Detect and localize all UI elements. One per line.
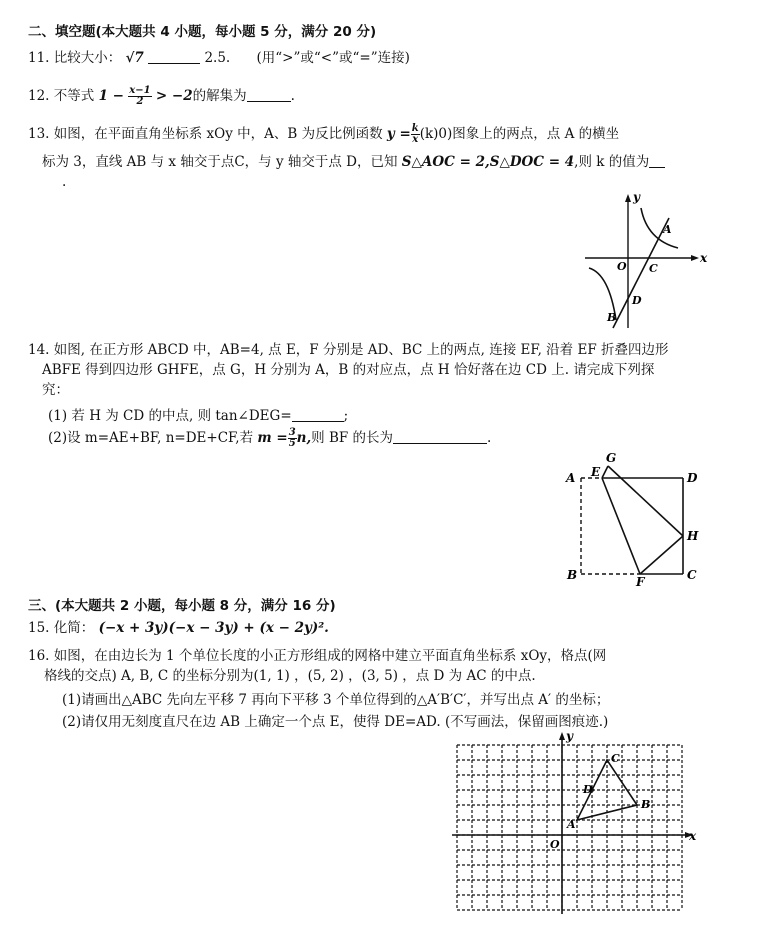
q13-frac-den: x bbox=[412, 134, 419, 145]
fig16-label-d: D bbox=[583, 783, 593, 796]
q14-p2-period: . bbox=[487, 430, 492, 446]
fig14-edge-eg bbox=[602, 466, 608, 478]
q12-expr-right: > −2 bbox=[155, 88, 193, 104]
fig14-label-b: B bbox=[567, 568, 578, 582]
q14-p2-text: (2)设 m=AE+BF, n=DE+CF,若 bbox=[48, 430, 254, 446]
fig14-label-d: D bbox=[687, 471, 698, 485]
section-2-header: 二、填空题(本大题共 4 小题，每小题 5 分，满分 20 分) bbox=[28, 24, 377, 40]
q14-frac-den: 5 bbox=[288, 438, 296, 449]
q13-frac-num: k bbox=[411, 123, 419, 134]
fig13-x-arrow bbox=[691, 255, 699, 261]
q13-answer-blank[interactable] bbox=[649, 154, 665, 168]
question-12 bbox=[28, 86, 295, 107]
fig13-y-arrow bbox=[625, 194, 631, 202]
q12-answer-blank[interactable] bbox=[247, 88, 291, 102]
q11-value: 2.5. bbox=[204, 50, 231, 66]
q13-period: . bbox=[62, 174, 67, 190]
fig14-fold-ef bbox=[602, 478, 640, 574]
q14-frac-num: 3 bbox=[288, 427, 296, 438]
fig16-label-c: C bbox=[611, 752, 620, 765]
q14-p2-m: m = bbox=[257, 430, 288, 446]
question-14-part-2 bbox=[48, 428, 491, 449]
figure-13 bbox=[583, 188, 708, 333]
q14-p1-text: (1) 若 H 为 CD 的中点, 则 tan∠DEG= bbox=[48, 408, 292, 424]
question-15 bbox=[28, 618, 329, 638]
q13-l1-rest: (k)0)图象上的两点，点 A 的横坐 bbox=[419, 126, 620, 142]
q13-func-y: y = bbox=[386, 126, 411, 142]
fig14-label-a: A bbox=[566, 471, 576, 485]
q14-p1-end: ; bbox=[343, 408, 349, 424]
question-16-part-2: (2)请仅用无刻度直尺在边 AB 上确定一个点 E，使得 DE=AD. (不写画法，保留画图痕迹.) bbox=[62, 714, 609, 730]
q11-hint: (用“>”或“<”或“=”连接) bbox=[256, 50, 410, 66]
fig13-label-y: y bbox=[633, 190, 640, 204]
fig16-label-x: x bbox=[689, 829, 697, 843]
fig13-line-ab bbox=[613, 218, 669, 328]
q12-fraction bbox=[128, 86, 151, 107]
q14-p2-answer-blank[interactable] bbox=[393, 430, 487, 444]
fig14-edge-gh bbox=[608, 466, 683, 536]
q12-frac-num: x−1 bbox=[129, 85, 151, 96]
question-16-part-1: (1)请画出△ABC 先向左平移 7 再向下平移 3 个单位得到的△A′B′C′，并写出点 A′ 的坐标； bbox=[62, 692, 610, 708]
q14-p2-n: n, bbox=[296, 430, 312, 446]
q12-text: 的解集为 bbox=[192, 88, 247, 104]
question-11 bbox=[28, 48, 410, 68]
question-14-line-2: ABFE 得到四边形 GHFE，点 G，H 分别为 A，B 的对应点，点 H 恰好落在边 CD 上. 请完成下列探 bbox=[42, 362, 655, 378]
fig13-label-x: x bbox=[700, 251, 708, 265]
fig13-label-a: A bbox=[663, 223, 672, 236]
q12-prefix: 12. 不等式 bbox=[28, 88, 95, 104]
fig16-label-o: O bbox=[550, 838, 560, 851]
fig13-label-d: D bbox=[632, 294, 642, 307]
q11-sqrt7: √7 bbox=[125, 50, 144, 66]
question-14-line-1: 14. 如图, 在正方形 ABCD 中，AB=4, 点 E，F 分别是 AD、BC 上的两点, 连接 EF, 沿着 EF 折叠四边形 bbox=[28, 342, 669, 358]
fig13-curve-q1 bbox=[641, 208, 678, 248]
question-16-line-2: 格线的交点) A, B, C 的坐标分别为(1, 1) ，(5, 2) ，(3, 5) ，点 D 为 AC 的中点. bbox=[44, 668, 536, 684]
fig13-label-o: O bbox=[617, 260, 627, 273]
q11-prefix: 11. 比较大小： bbox=[28, 50, 122, 66]
fig16-y-arrow bbox=[559, 732, 565, 740]
q14-p1-answer-blank[interactable] bbox=[292, 408, 344, 422]
question-13-line-1 bbox=[28, 124, 619, 145]
q13-l1-text: 13. 如图，在平面直角坐标系 xOy 中，A、B 为反比例函数 bbox=[28, 126, 383, 142]
figure-14 bbox=[560, 448, 710, 586]
q12-frac-den: 2 bbox=[136, 96, 144, 107]
fig13-label-b: B bbox=[607, 311, 617, 324]
figure-16 bbox=[450, 728, 700, 918]
fig14-label-e: E bbox=[591, 465, 601, 479]
fig14-label-h: H bbox=[687, 529, 699, 543]
fig14-label-f: F bbox=[636, 575, 645, 586]
q12-expr-left: 1 − bbox=[98, 88, 124, 104]
q12-period: . bbox=[290, 88, 295, 104]
question-14-line-3: 究： bbox=[42, 382, 69, 398]
question-16-line-1: 16. 如图，在由边长为 1 个单位长度的小正方形组成的网格中建立平面直角坐标系 xOy，格点(网 bbox=[28, 648, 607, 664]
fig14-label-g: G bbox=[606, 451, 617, 465]
q13-area-condition: S△AOC = 2,S△DOC = 4 bbox=[401, 154, 575, 170]
question-13-line-2 bbox=[42, 152, 665, 172]
fig13-label-c: C bbox=[649, 262, 658, 275]
q13-l2-rest: ,则 k 的值为 bbox=[574, 154, 650, 170]
q14-p2-rest: 则 BF 的长为 bbox=[311, 430, 394, 446]
q13-fraction bbox=[411, 124, 420, 145]
fig14-label-c: C bbox=[687, 568, 697, 582]
q13-l2-text: 标为 3，直线 AB 与 x 轴交于点C，与 y 轴交于点 D，已知 bbox=[42, 154, 398, 170]
fig14-edge-hf bbox=[640, 536, 683, 574]
fig16-label-a: A bbox=[567, 818, 576, 831]
q15-expression: (−x + 3y)(−x − 3y) + (x − 2y)². bbox=[98, 620, 329, 636]
fig16-label-y: y bbox=[566, 729, 573, 743]
fig16-label-b: B bbox=[641, 798, 651, 811]
question-14-part-1 bbox=[48, 406, 348, 426]
q15-prefix: 15. 化简： bbox=[28, 620, 95, 636]
q11-answer-blank[interactable] bbox=[148, 50, 200, 64]
q14-fraction bbox=[288, 428, 297, 449]
section-3-header: 三、(本大题共 2 小题，每小题 8 分，满分 16 分) bbox=[28, 598, 336, 614]
